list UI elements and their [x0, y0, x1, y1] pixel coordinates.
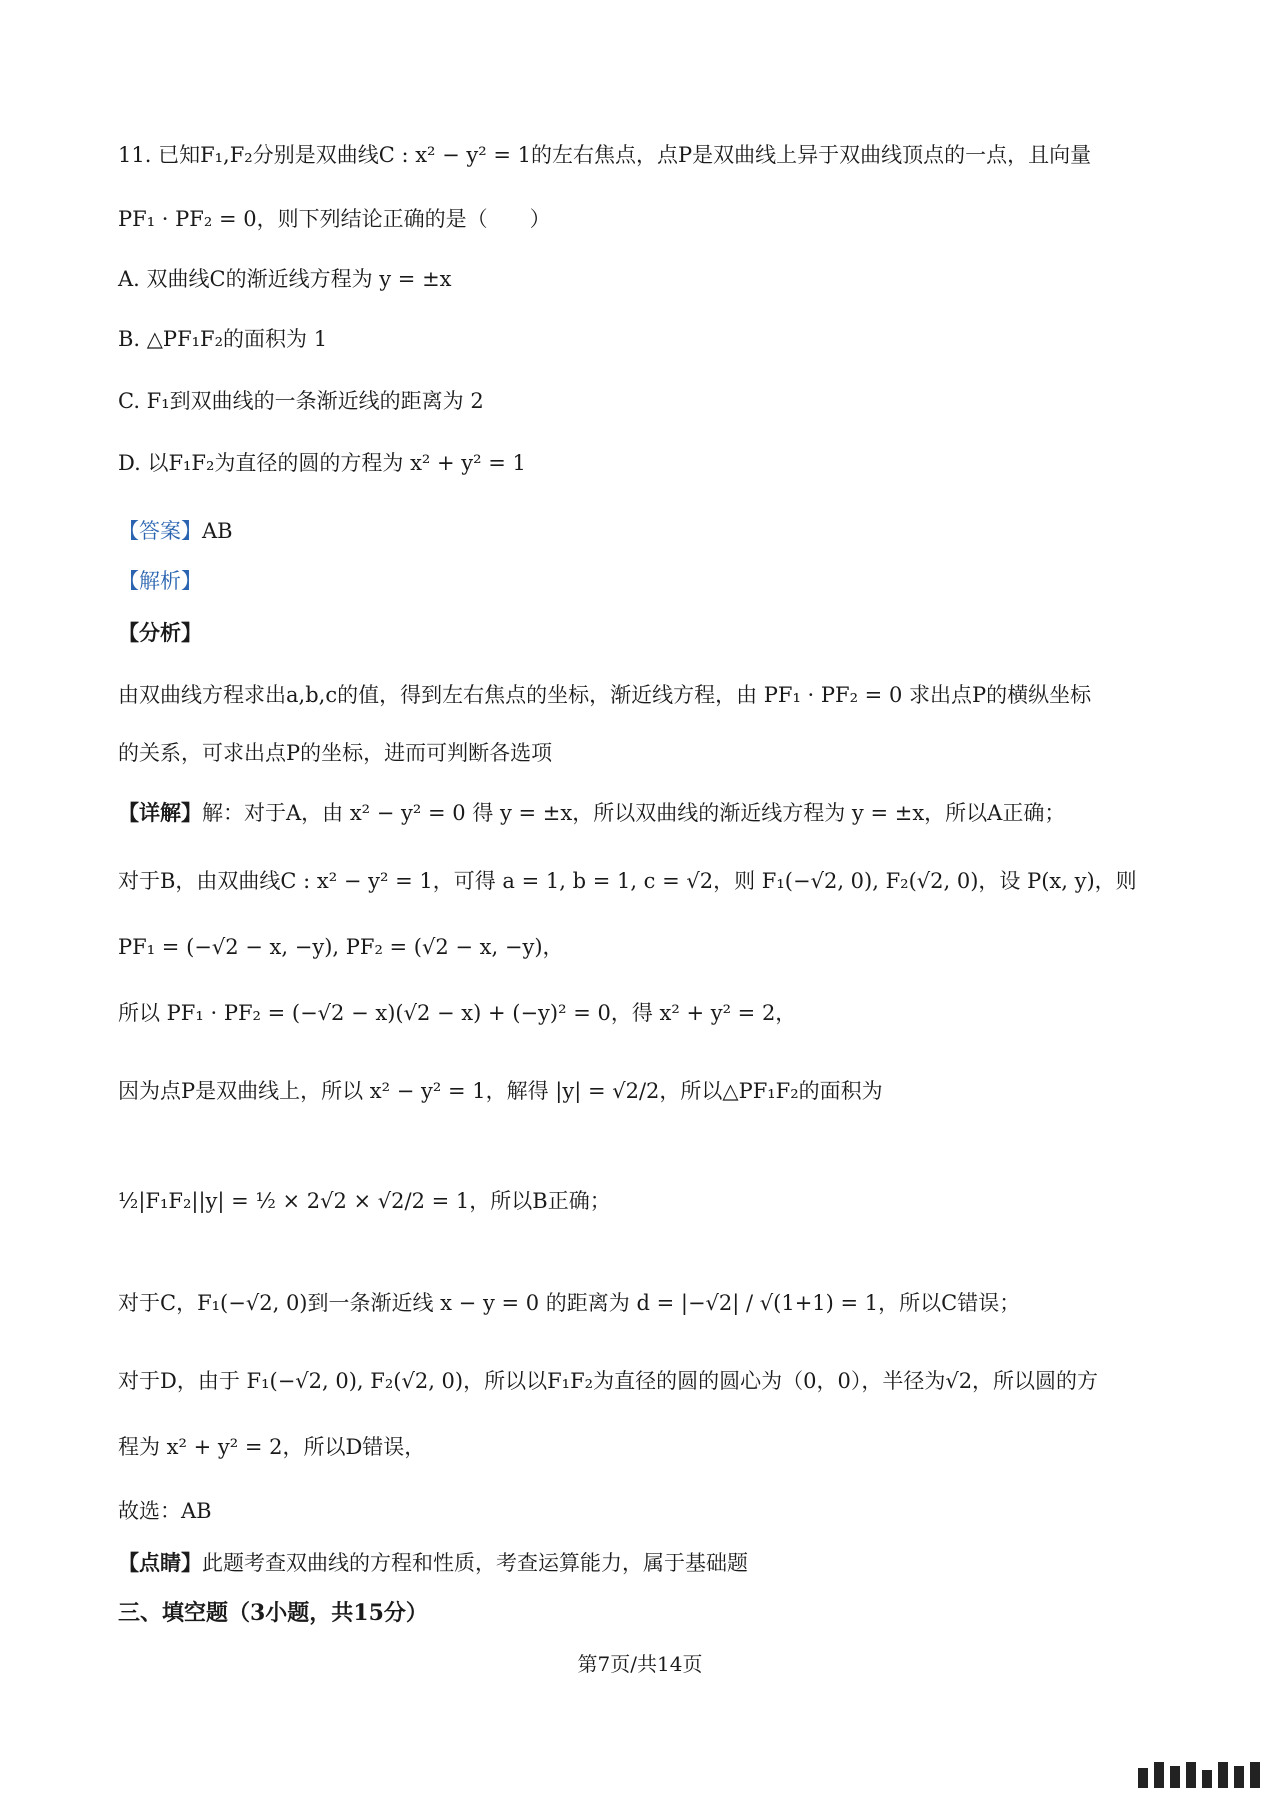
option-c: C. F₁到双曲线的一条渐近线的距离为 2	[118, 389, 484, 413]
detail-line-d1: 对于D，由于 F₁(−√2, 0), F₂(√2, 0)，所以以F₁F₂为直径的圆的圆心为（0，0），半径为√2，所以圆的方	[118, 1369, 1099, 1393]
watermark-bar	[1186, 1762, 1196, 1788]
question-stem-line1: 11. 已知F₁,F₂分别是双曲线C : x² − y² = 1的左右焦点，点P是双曲线上异于双曲线顶点的一点，且向量	[118, 143, 1092, 167]
question-stem-line2: PF₁ · PF₂ = 0，则下列结论正确的是（ ）	[118, 207, 551, 231]
option-a: A. 双曲线C的渐近线方程为 y = ±x	[118, 267, 452, 291]
detail-line-c: 对于C，F₁(−√2, 0)到一条渐近线 x − y = 0 的距离为 d = |−√2| / √(1+1) = 1，所以C错误；	[118, 1291, 1021, 1315]
detail-line-b5: ½|F₁F₂||y| = ½ × 2√2 × √2/2 = 1，所以B正确；	[118, 1189, 611, 1213]
watermark-bar	[1218, 1762, 1228, 1788]
watermark-bar	[1202, 1770, 1212, 1788]
option-b: B. △PF₁F₂的面积为 1	[118, 327, 328, 351]
page-footer: 第7页/共14页	[577, 1652, 703, 1676]
detail-line-b1: 对于B，由双曲线C : x² − y² = 1，可得 a = 1, b = 1, c = √2，则 F₁(−√2, 0), F₂(√2, 0)，设 P(x, y)，则	[118, 869, 1137, 893]
answer-row	[118, 514, 1198, 548]
barcode-watermark	[1138, 1762, 1260, 1788]
detail-line-b4: 因为点P是双曲线上，所以 x² − y² = 1，解得 |y| = √2/2，所以△PF₁F₂的面积为	[118, 1079, 883, 1103]
answer-value: AB	[202, 519, 233, 543]
detail-line-a-text: 解：对于A，由 x² − y² = 0 得 y = ±x，所以双曲线的渐近线方程为 y = ±x，所以A正确；	[202, 801, 1066, 825]
dianjing-row	[118, 1546, 1198, 1580]
detail-line-b3: 所以 PF₁ · PF₂ = (−√2 − x)(√2 − x) + (−y)² = 0，得 x² + y² = 2，	[118, 1001, 797, 1025]
fenxi-line1: 由双曲线方程求出a,b,c的值，得到左右焦点的坐标，渐近线方程，由 PF₁ · PF₂ = 0 求出点P的横纵坐标	[118, 683, 1092, 707]
fenxi-line2: 的关系，可求出点P的坐标，进而可判断各选项	[118, 741, 553, 765]
watermark-bar	[1138, 1768, 1148, 1788]
detail-choose: 故选：AB	[118, 1499, 212, 1523]
watermark-bar	[1250, 1762, 1260, 1788]
detail-line-a	[118, 796, 1198, 830]
watermark-bar	[1234, 1766, 1244, 1788]
watermark-bar	[1154, 1762, 1164, 1788]
option-d: D. 以F₁F₂为直径的圆的方程为 x² + y² = 1	[118, 451, 526, 475]
detail-line-d2: 程为 x² + y² = 2，所以D错误，	[118, 1435, 426, 1459]
dianjing-text: 此题考查双曲线的方程和性质，考查运算能力，属于基础题	[202, 1551, 748, 1575]
detail-line-b2: PF₁ = (−√2 − x, −y), PF₂ = (√2 − x, −y)，	[118, 935, 564, 959]
section-title: 三、填空题（3小题，共15分）	[118, 1600, 428, 1626]
detail-label: 【详解】	[118, 800, 202, 825]
dianjing-label: 【点睛】	[118, 1550, 202, 1575]
fenxi-label: 【分析】	[118, 620, 202, 645]
analysis-label: 【解析】	[118, 569, 202, 593]
answer-label: 【答案】	[118, 519, 202, 543]
watermark-bar	[1170, 1766, 1180, 1788]
